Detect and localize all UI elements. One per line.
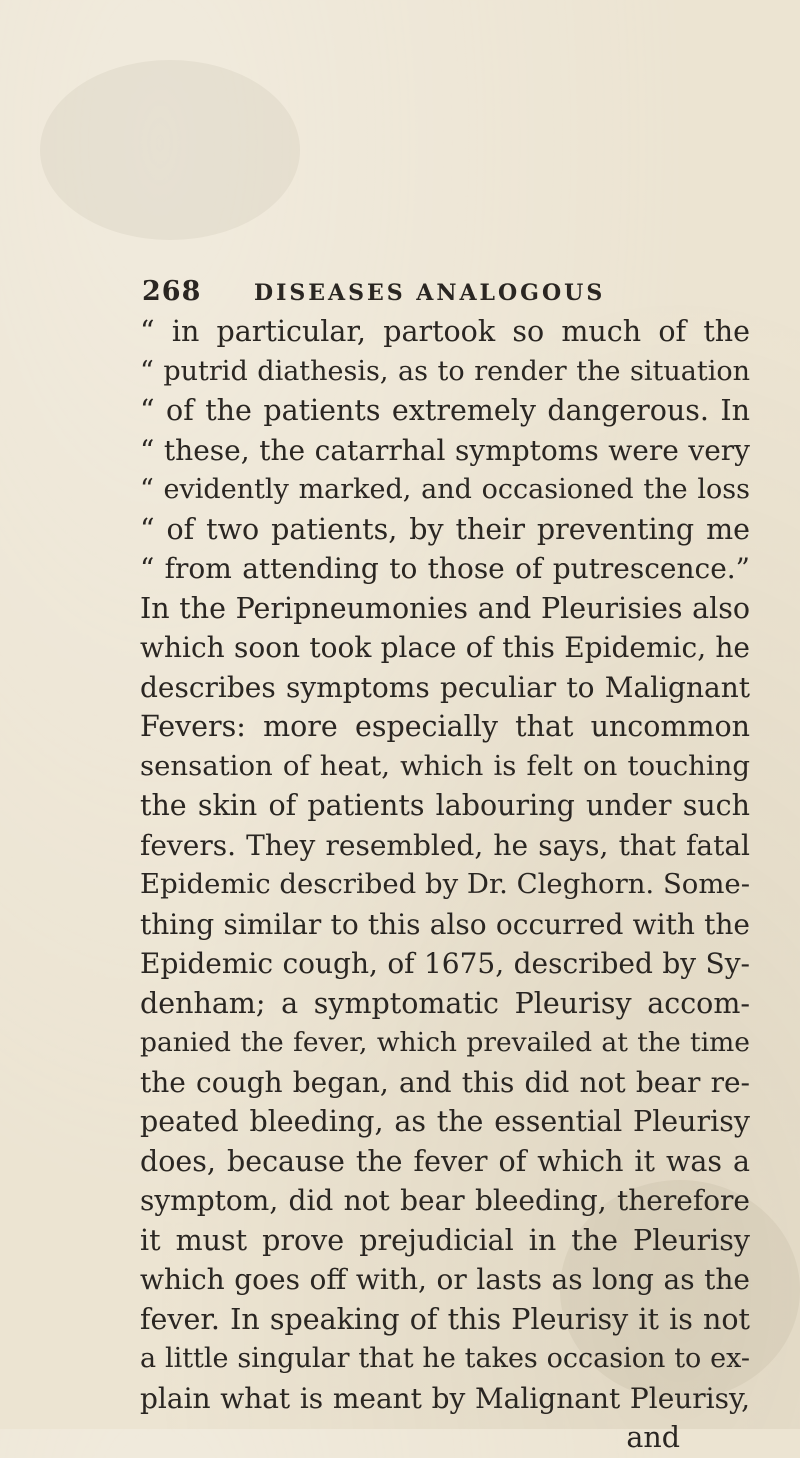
- text-line: In the Peripneumonies and Pleurisies also: [140, 591, 750, 625]
- text-line: which goes off with, or lasts as long as the: [140, 1263, 750, 1296]
- text-line: Fevers: more especially that uncommon: [140, 710, 750, 743]
- text-line: does, because the fever of which it was a: [140, 1144, 750, 1178]
- text-line: thing similar to this also occurred with the: [140, 907, 750, 941]
- text-line: Epidemic cough, of 1675, described by Sy-: [140, 947, 750, 980]
- text-line: “ in particular, partook so much of the: [140, 315, 750, 348]
- text-line: sensation of heat, which is felt on touching: [140, 749, 750, 782]
- page-number: 268: [142, 276, 202, 307]
- paper-stain: [40, 60, 300, 240]
- text-line: fevers. They resembled, he says, that fatal: [140, 828, 750, 862]
- text-line: Epidemic described by Dr. Cleghorn. Some-: [140, 868, 750, 900]
- text-line: peated bleeding, as the essential Pleurisy: [140, 1105, 750, 1138]
- text-line: symptom, did not bear bleeding, therefore: [140, 1184, 750, 1217]
- text-line: “ from attending to those of putrescence.”: [140, 552, 750, 585]
- text-line: “ these, the catarrhal symptoms were very: [140, 433, 750, 467]
- text-line: a little singular that he takes occasion to ex-: [140, 1343, 750, 1374]
- text-line: it must prove prejudicial in the Pleurisy: [140, 1223, 750, 1257]
- text-line: “ of the patients extremely dangerous. In: [140, 394, 750, 427]
- body-text: [140, 312, 750, 1458]
- text-line: denham; a symptomatic Pleurisy accom-: [140, 986, 750, 1020]
- running-head: [142, 276, 702, 316]
- text-line: the skin of patients labouring under such: [140, 789, 750, 822]
- text-line: plain what is meant by Malignant Pleurisy,: [140, 1381, 750, 1415]
- text-line: panied the fever, which prevailed at the time: [140, 1027, 750, 1058]
- text-line: “ evidently marked, and occasioned the loss: [140, 474, 750, 505]
- text-line: “ of two patients, by their preventing me: [140, 512, 750, 546]
- text-line: the cough began, and this did not bear re-: [140, 1065, 750, 1099]
- text-line: fever. In speaking of this Pleurisy it is not: [140, 1302, 750, 1336]
- text-line: “ putrid diathesis, as to render the situation: [140, 355, 750, 387]
- text-line: describes symptoms peculiar to Malignant: [140, 670, 750, 704]
- running-title: DISEASES ANALOGOUS: [254, 280, 606, 306]
- text-line: which soon took place of this Epidemic, he: [140, 631, 750, 664]
- catchword: and: [626, 1421, 680, 1454]
